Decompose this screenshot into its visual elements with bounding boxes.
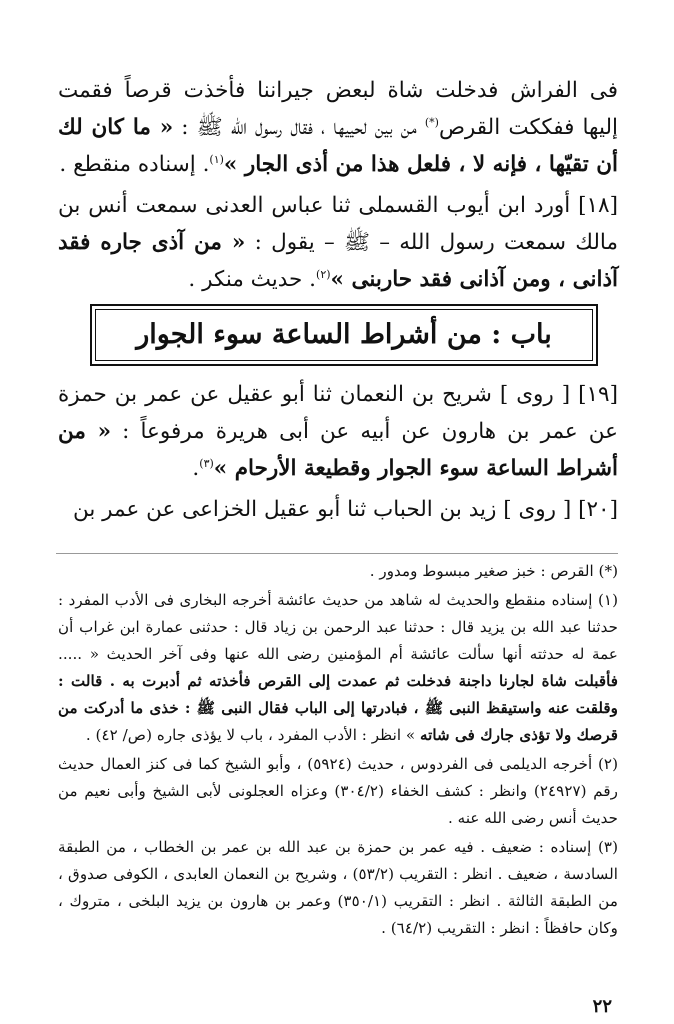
chapter-heading-frame bbox=[90, 304, 598, 366]
footnote-2: (٢) أخرجه الديلمى فى الفردوس ، حديث (٥٩٢٤) ، وأبو الشيخ كما فى كنز العمال حديث رقم (٢٤٩٢٧) وانظر : كشف الخفاء (٣٠٤/٢) وعزاه العجلونى لأبى الشيخ وأبى نعيم من حديث أنس رضى الله عنه . bbox=[58, 755, 618, 827]
text-segment: [١٩] [ روى ] شريح بن النعمان ثنا أبو عقيل عن عمر بن حمزة عن عمر بن هارون عن أبيه عن أبى هريرة مرفوعاً : bbox=[58, 382, 618, 444]
text-segment: . إسناده منقطع . bbox=[59, 152, 210, 177]
hadith-quote: « ما كان لك أن تقيّها ، فإنه لا ، فلعل هذا من أذى الجار » bbox=[58, 115, 618, 177]
footnote-divider bbox=[56, 553, 618, 554]
hadith-quote: فأقبلت شاة لجارنا داجنة فدخلت ثم عمدت إلى القرص فأخذته ثم أدبرت به . قالت : وقلقت عنه واستيقظ النبى ﷺ ، فبادرتها إلى الباب فقال النبى ﷺ : خذى ما أدركت من قرصك ولا تؤذى جارك فى شاته bbox=[58, 672, 618, 744]
footnotes bbox=[58, 558, 618, 944]
footnote-ref-star: (*) bbox=[424, 115, 439, 129]
footnote-ref-1: (١) bbox=[209, 152, 224, 166]
text-segment: . حديث منكر . bbox=[188, 267, 317, 292]
text-segment: [١٨] أورد ابن أيوب القسملى ثنا عباس العدنى سمعت أنس بن مالك سمعت رسول الله – ﷺ – يقول : bbox=[58, 193, 618, 255]
text-segment: . bbox=[192, 456, 200, 481]
hadith-19 bbox=[58, 376, 618, 487]
text-segment: » انظر : الأدب المفرد ، باب لا يؤذى جاره (ص/ ٤٢) . bbox=[85, 726, 420, 744]
page-number: ٢٢ bbox=[592, 996, 612, 1017]
footnote-ref-3: (٣) bbox=[199, 456, 214, 470]
text-segment: فى الفراش فدخلت شاة لبعض جيراننا فأخذت قرصاً فقمت إليها ففككت القرص bbox=[58, 78, 618, 140]
footnote-ref-2: (٢) bbox=[316, 267, 331, 281]
hadith-18 bbox=[58, 187, 618, 298]
text-segment: من بين لحييها ، فقال رسول الله ﷺ : bbox=[173, 115, 425, 140]
footnote-3: (٣) إسناده : ضعيف . فيه عمر بن حمزة بن عبد الله بن عمر بن الخطاب ، من الطبقة السادسة ، ضعيف . انظر : التقريب (٥٣/٢) ، وشريح بن النعمان العابدى ، الكوفى صدوق ، من الطبقة الثالثة . انظر : التقريب (٣٥٠/١) وعمر بن هارون بن يزيد البلخى ، متروك ، وكان حافظاً : انظر : التقريب (٦٤/٢) . bbox=[58, 838, 619, 937]
chapter-heading: باب : من أشراط الساعة سوء الجوار bbox=[95, 309, 593, 361]
text-segment: [٢٠] [ روى ] زيد بن الحباب ثنا أبو عقيل الخزاعى عن عمر بن bbox=[72, 497, 618, 522]
paragraph-continuation bbox=[58, 72, 618, 183]
hadith-quote: « من آذى جاره فقد آذانى ، ومن آذانى فقد حاربنى » bbox=[58, 230, 618, 292]
hadith-20 bbox=[58, 491, 618, 528]
main-text bbox=[58, 72, 618, 532]
hadith-quote: « من أشراط الساعة سوء الجوار وقطيعة الأرحام » bbox=[58, 419, 618, 481]
footnote-1 bbox=[58, 587, 618, 749]
text-segment: (١) إسناده منقطع والحديث له شاهد من حديث عائشة أخرجه البخارى فى الأدب المفرد : حدثنا عبد الله بن يزيد قال : حدثنا عبد الرحمن بن زياد قال : حدثنى عمارة ابن غراب أن عمة له حدثته أنها سألت عائشة أم المؤمنين رضى الله عنها وفى آخر الحديث « ..... bbox=[58, 591, 618, 663]
footnote-star: (*) القرص : خبز صغير مبسوط ومدور . bbox=[369, 562, 618, 580]
